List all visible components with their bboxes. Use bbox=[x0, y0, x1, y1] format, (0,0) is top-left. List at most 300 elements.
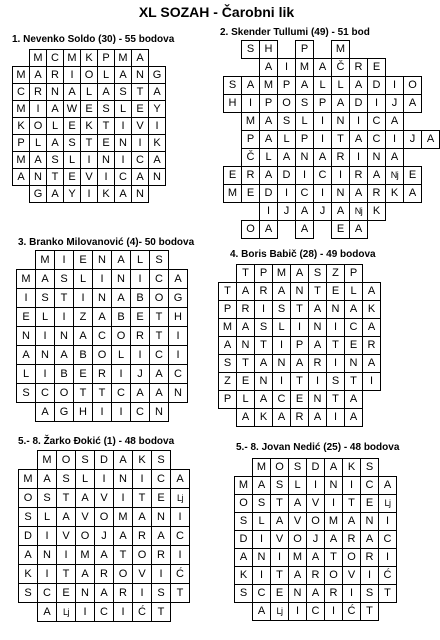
grid-cell: L bbox=[259, 148, 278, 167]
grid-cell: P bbox=[12, 134, 30, 152]
grid-cell: R bbox=[290, 408, 309, 427]
grid-cell: C bbox=[37, 583, 57, 603]
grid-cell: A bbox=[270, 512, 289, 531]
grid-cell: K bbox=[362, 300, 381, 319]
grid-cell: I bbox=[331, 166, 350, 185]
grid-cell: N bbox=[331, 112, 350, 131]
grid-cell: V bbox=[80, 168, 98, 186]
grid-cell: O bbox=[113, 564, 133, 584]
grid-cell: I bbox=[170, 545, 190, 565]
grid-cell: A bbox=[94, 545, 114, 565]
grid-cell: A bbox=[37, 469, 57, 489]
page-title: XL SOZAH - Čarobni lik bbox=[138, 4, 295, 20]
grid-cell: L bbox=[331, 76, 350, 95]
grid-cell: Lj bbox=[170, 488, 190, 508]
grid-cell: N bbox=[288, 584, 307, 603]
grid-cell: A bbox=[421, 130, 440, 149]
grid-cell: E bbox=[344, 336, 363, 355]
grid-cell: A bbox=[259, 58, 278, 77]
grid-cell: N bbox=[37, 545, 57, 565]
grid-cell: N bbox=[75, 583, 95, 603]
grid-cell: J bbox=[313, 202, 332, 221]
grid-cell: N bbox=[295, 148, 314, 167]
grid-cell: T bbox=[97, 117, 115, 135]
grid-cell: I bbox=[170, 507, 190, 527]
grid-cell: V bbox=[131, 117, 149, 135]
grid-cell: A bbox=[252, 476, 271, 495]
grid-cell: A bbox=[331, 94, 350, 113]
grid-cell: A bbox=[349, 220, 368, 239]
grid-cell: I bbox=[313, 130, 332, 149]
grid-cell: I bbox=[324, 602, 343, 621]
grid-cell: H bbox=[73, 402, 93, 422]
puzzle-6-header: 5.- 8. Jovan Nedić (25) - 48 bodova bbox=[236, 442, 400, 453]
grid-cell: C bbox=[367, 112, 386, 131]
grid-cell: C bbox=[367, 130, 386, 149]
grid-cell: A bbox=[385, 148, 404, 167]
grid-cell: A bbox=[73, 326, 93, 346]
grid-cell: P bbox=[218, 390, 237, 409]
grid-cell: I bbox=[259, 202, 278, 221]
grid-cell: A bbox=[46, 134, 64, 152]
grid-cell: L bbox=[111, 345, 131, 365]
grid-cell: A bbox=[148, 151, 166, 169]
grid-cell: E bbox=[73, 250, 93, 270]
grid-cell: S bbox=[218, 354, 237, 373]
grid-cell: C bbox=[306, 602, 325, 621]
grid-cell: I bbox=[306, 476, 325, 495]
grid-cell: A bbox=[295, 220, 314, 239]
grid-cell: L bbox=[344, 282, 363, 301]
grid-cell: S bbox=[272, 300, 291, 319]
grid-cell: I bbox=[94, 469, 114, 489]
grid-cell: A bbox=[254, 390, 273, 409]
grid-cell: A bbox=[29, 66, 47, 84]
puzzle-4-header: 4. Boris Babič (28) - 49 bodova bbox=[230, 249, 376, 260]
grid-cell: A bbox=[362, 354, 381, 373]
grid-cell: A bbox=[170, 469, 190, 489]
grid-cell: C bbox=[170, 526, 190, 546]
grid-cell: M bbox=[75, 545, 95, 565]
grid-cell: A bbox=[306, 548, 325, 567]
grid-cell: G bbox=[148, 66, 166, 84]
grid-cell: T bbox=[254, 336, 273, 355]
grid-cell: T bbox=[324, 548, 343, 567]
grid-cell: M bbox=[16, 269, 36, 289]
grid-cell: R bbox=[130, 326, 150, 346]
grid-cell: B bbox=[73, 345, 93, 365]
grid-cell: Z bbox=[218, 372, 237, 391]
grid-cell: P bbox=[344, 264, 363, 283]
grid-cell: E bbox=[270, 584, 289, 603]
grid-cell: O bbox=[288, 530, 307, 549]
grid-cell: A bbox=[272, 282, 291, 301]
grid-cell: A bbox=[349, 130, 368, 149]
grid-cell: P bbox=[254, 264, 273, 283]
grid-cell: T bbox=[236, 264, 255, 283]
grid-cell: I bbox=[111, 402, 131, 422]
grid-cell: R bbox=[342, 530, 361, 549]
grid-cell: C bbox=[12, 83, 30, 101]
grid-cell: M bbox=[63, 49, 81, 67]
grid-cell: T bbox=[326, 390, 345, 409]
grid-cell: O bbox=[132, 545, 152, 565]
grid-cell: A bbox=[362, 318, 381, 337]
grid-cell: K bbox=[18, 564, 38, 584]
grid-cell: I bbox=[132, 469, 152, 489]
grid-cell: E bbox=[151, 488, 171, 508]
grid-cell: M bbox=[12, 100, 30, 118]
grid-cell: E bbox=[97, 134, 115, 152]
grid-cell: S bbox=[75, 450, 95, 470]
grid-cell: S bbox=[241, 40, 260, 59]
grid-cell: I bbox=[54, 307, 74, 327]
grid-cell: R bbox=[29, 83, 47, 101]
grid-cell: O bbox=[56, 450, 76, 470]
grid-cell: H bbox=[223, 94, 242, 113]
grid-cell: I bbox=[367, 94, 386, 113]
grid-cell: I bbox=[168, 326, 188, 346]
grid-cell: N bbox=[97, 151, 115, 169]
grid-cell: P bbox=[313, 94, 332, 113]
grid-cell: A bbox=[324, 458, 343, 477]
grid-cell: I bbox=[290, 318, 309, 337]
grid-cell: H bbox=[259, 40, 278, 59]
grid-cell: Y bbox=[63, 185, 81, 203]
grid-cell: I bbox=[37, 564, 57, 584]
grid-cell: Č bbox=[331, 58, 350, 77]
grid-cell: J bbox=[306, 530, 325, 549]
grid-cell: P bbox=[241, 130, 260, 149]
grid-cell: E bbox=[73, 364, 93, 384]
grid-cell: N bbox=[168, 383, 188, 403]
grid-cell: A bbox=[114, 185, 132, 203]
grid-cell: T bbox=[290, 372, 309, 391]
grid-cell: I bbox=[326, 354, 345, 373]
grid-cell: I bbox=[151, 564, 171, 584]
grid-cell: S bbox=[151, 450, 171, 470]
grid-cell: C bbox=[378, 530, 397, 549]
grid-cell: E bbox=[80, 100, 98, 118]
grid-cell: N bbox=[308, 318, 327, 337]
grid-cell: E bbox=[56, 583, 76, 603]
grid-cell: T bbox=[92, 383, 112, 403]
grid-cell: N bbox=[131, 185, 149, 203]
grid-cell: Nj bbox=[385, 166, 404, 185]
grid-cell: A bbox=[308, 408, 327, 427]
grid-cell: Č bbox=[241, 148, 260, 167]
grid-cell: I bbox=[73, 288, 93, 308]
grid-cell: C bbox=[35, 383, 55, 403]
grid-cell: O bbox=[80, 66, 98, 84]
grid-cell: I bbox=[35, 326, 55, 346]
grid-cell: S bbox=[46, 151, 64, 169]
grid-cell: V bbox=[132, 564, 152, 584]
grid-cell: V bbox=[270, 530, 289, 549]
grid-cell: P bbox=[259, 94, 278, 113]
grid-cell: M bbox=[295, 58, 314, 77]
grid-cell: O bbox=[149, 288, 169, 308]
grid-cell: A bbox=[331, 202, 350, 221]
grid-cell: S bbox=[234, 512, 253, 531]
grid-cell: D bbox=[349, 94, 368, 113]
grid-cell: I bbox=[130, 269, 150, 289]
grid-cell: S bbox=[360, 458, 379, 477]
puzzle-2-header: 2. Skender Tullumi (49) - 51 bod bbox=[220, 27, 370, 38]
grid-cell: L bbox=[46, 117, 64, 135]
grid-cell: I bbox=[63, 66, 81, 84]
grid-cell: T bbox=[170, 583, 190, 603]
grid-cell: A bbox=[313, 58, 332, 77]
grid-cell: I bbox=[130, 345, 150, 365]
grid-cell: A bbox=[254, 354, 273, 373]
grid-cell: I bbox=[362, 372, 381, 391]
grid-cell: Ć bbox=[132, 602, 152, 622]
grid-cell: Ć bbox=[170, 564, 190, 584]
grid-cell: A bbox=[132, 507, 152, 527]
grid-cell: L bbox=[73, 269, 93, 289]
grid-cell: G bbox=[29, 185, 47, 203]
grid-cell: R bbox=[236, 300, 255, 319]
grid-cell: G bbox=[54, 402, 74, 422]
grid-cell: Z bbox=[326, 264, 345, 283]
grid-cell: A bbox=[367, 166, 386, 185]
grid-cell: A bbox=[236, 282, 255, 301]
grid-cell: O bbox=[111, 326, 131, 346]
grid-cell: R bbox=[46, 66, 64, 84]
grid-cell: L bbox=[288, 476, 307, 495]
grid-cell: O bbox=[241, 220, 260, 239]
grid-cell: N bbox=[29, 168, 47, 186]
grid-cell: P bbox=[295, 130, 314, 149]
grid-cell: A bbox=[236, 408, 255, 427]
grid-cell: I bbox=[111, 364, 131, 384]
grid-cell: N bbox=[344, 354, 363, 373]
grid-cell: K bbox=[234, 566, 253, 585]
grid-cell: P bbox=[218, 300, 237, 319]
grid-cell: A bbox=[324, 530, 343, 549]
grid-cell: I bbox=[252, 566, 271, 585]
grid-cell: I bbox=[148, 117, 166, 135]
grid-cell: R bbox=[132, 526, 152, 546]
grid-cell: R bbox=[362, 336, 381, 355]
grid-cell: I bbox=[56, 545, 76, 565]
grid-cell: S bbox=[151, 583, 171, 603]
grid-cell: M bbox=[12, 66, 30, 84]
grid-cell: M bbox=[114, 49, 132, 67]
grid-cell: R bbox=[241, 166, 260, 185]
grid-cell: A bbox=[259, 166, 278, 185]
grid-cell: E bbox=[63, 168, 81, 186]
grid-cell: N bbox=[252, 548, 271, 567]
grid-cell: C bbox=[272, 390, 291, 409]
grid-cell: A bbox=[63, 83, 81, 101]
grid-cell: N bbox=[92, 288, 112, 308]
grid-cell: M bbox=[29, 49, 47, 67]
grid-cell: I bbox=[35, 364, 55, 384]
grid-cell: S bbox=[288, 458, 307, 477]
grid-cell: T bbox=[132, 488, 152, 508]
grid-cell: D bbox=[234, 530, 253, 549]
grid-cell: M bbox=[37, 450, 57, 470]
grid-cell: I bbox=[378, 512, 397, 531]
grid-cell: A bbox=[362, 282, 381, 301]
grid-cell: A bbox=[277, 148, 296, 167]
grid-cell: V bbox=[94, 488, 114, 508]
grid-cell: E bbox=[290, 390, 309, 409]
grid-cell: I bbox=[54, 250, 74, 270]
grid-cell: D bbox=[306, 458, 325, 477]
grid-cell: D bbox=[367, 76, 386, 95]
grid-cell: O bbox=[18, 488, 38, 508]
grid-cell: L bbox=[97, 66, 115, 84]
grid-cell: G bbox=[168, 288, 188, 308]
grid-cell: R bbox=[331, 148, 350, 167]
grid-cell: E bbox=[236, 372, 255, 391]
grid-cell: K bbox=[367, 202, 386, 221]
grid-cell: N bbox=[236, 336, 255, 355]
grid-cell: A bbox=[35, 402, 55, 422]
grid-cell: S bbox=[149, 250, 169, 270]
grid-cell: C bbox=[131, 151, 149, 169]
grid-cell: I bbox=[114, 151, 132, 169]
grid-cell: P bbox=[277, 76, 296, 95]
grid-cell: T bbox=[344, 372, 363, 391]
grid-cell: S bbox=[56, 469, 76, 489]
grid-cell: O bbox=[403, 76, 422, 95]
grid-cell: A bbox=[272, 408, 291, 427]
grid-cell: K bbox=[254, 408, 273, 427]
grid-cell: I bbox=[288, 602, 307, 621]
grid-cell: S bbox=[326, 372, 345, 391]
grid-cell: N bbox=[367, 148, 386, 167]
grid-cell: I bbox=[114, 117, 132, 135]
grid-cell: I bbox=[295, 166, 314, 185]
grid-cell: A bbox=[75, 488, 95, 508]
grid-cell: I bbox=[113, 602, 133, 622]
grid-cell: O bbox=[234, 494, 253, 513]
grid-cell: N bbox=[308, 390, 327, 409]
grid-cell: I bbox=[252, 530, 271, 549]
grid-cell: I bbox=[270, 548, 289, 567]
grid-cell: S bbox=[308, 264, 327, 283]
grid-cell: N bbox=[111, 269, 131, 289]
grid-cell: B bbox=[130, 288, 150, 308]
grid-cell: C bbox=[149, 345, 169, 365]
grid-cell: I bbox=[277, 184, 296, 203]
grid-cell: S bbox=[35, 288, 55, 308]
grid-cell: M bbox=[234, 476, 253, 495]
grid-cell: I bbox=[168, 345, 188, 365]
grid-cell: N bbox=[326, 300, 345, 319]
grid-cell: I bbox=[254, 300, 273, 319]
grid-cell: L bbox=[29, 134, 47, 152]
grid-cell: I bbox=[92, 269, 112, 289]
grid-cell: A bbox=[131, 49, 149, 67]
grid-cell: A bbox=[234, 548, 253, 567]
grid-cell: O bbox=[75, 526, 95, 546]
grid-cell: E bbox=[326, 282, 345, 301]
grid-cell: V bbox=[56, 526, 76, 546]
grid-cell: O bbox=[306, 512, 325, 531]
grid-cell: I bbox=[378, 548, 397, 567]
grid-cell: T bbox=[270, 566, 289, 585]
grid-cell: R bbox=[254, 282, 273, 301]
grid-cell: J bbox=[385, 94, 404, 113]
grid-cell: N bbox=[16, 326, 36, 346]
grid-cell: T bbox=[80, 134, 98, 152]
grid-cell: K bbox=[132, 450, 152, 470]
grid-cell: R bbox=[308, 354, 327, 373]
grid-cell: S bbox=[16, 383, 36, 403]
grid-cell: Lj bbox=[270, 602, 289, 621]
grid-cell: A bbox=[148, 83, 166, 101]
grid-cell: R bbox=[92, 364, 112, 384]
grid-cell: A bbox=[295, 202, 314, 221]
grid-cell: A bbox=[16, 345, 36, 365]
grid-cell: C bbox=[92, 326, 112, 346]
grid-cell: V bbox=[75, 507, 95, 527]
grid-cell: S bbox=[223, 76, 242, 95]
grid-cell: A bbox=[113, 450, 133, 470]
grid-cell: I bbox=[241, 94, 260, 113]
grid-cell: A bbox=[111, 288, 131, 308]
grid-cell: R bbox=[113, 583, 133, 603]
grid-cell: A bbox=[241, 76, 260, 95]
grid-cell: T bbox=[308, 282, 327, 301]
grid-cell: C bbox=[114, 168, 132, 186]
grid-cell: J bbox=[94, 526, 114, 546]
grid-cell: A bbox=[149, 364, 169, 384]
grid-cell: M bbox=[272, 264, 291, 283]
grid-cell: T bbox=[56, 488, 76, 508]
grid-cell: N bbox=[35, 345, 55, 365]
grid-cell: A bbox=[344, 300, 363, 319]
grid-cell: M bbox=[259, 76, 278, 95]
grid-cell: M bbox=[35, 250, 55, 270]
grid-cell: A bbox=[360, 530, 379, 549]
grid-cell: A bbox=[378, 476, 397, 495]
grid-cell: T bbox=[46, 168, 64, 186]
grid-cell: P bbox=[290, 336, 309, 355]
grid-cell: K bbox=[12, 117, 30, 135]
grid-cell: O bbox=[270, 458, 289, 477]
grid-cell: C bbox=[94, 602, 114, 622]
grid-cell: A bbox=[344, 408, 363, 427]
grid-cell: M bbox=[113, 507, 133, 527]
grid-cell: I bbox=[342, 584, 361, 603]
grid-cell: A bbox=[308, 336, 327, 355]
grid-cell: A bbox=[344, 390, 363, 409]
grid-cell: A bbox=[54, 345, 74, 365]
grid-cell: A bbox=[342, 512, 361, 531]
grid-cell: T bbox=[113, 545, 133, 565]
grid-cell: T bbox=[290, 300, 309, 319]
grid-cell: I bbox=[385, 76, 404, 95]
grid-cell: C bbox=[252, 584, 271, 603]
grid-cell: V bbox=[288, 512, 307, 531]
grid-cell: I bbox=[313, 184, 332, 203]
grid-cell: R bbox=[367, 184, 386, 203]
grid-cell: N bbox=[148, 168, 166, 186]
grid-cell: A bbox=[385, 112, 404, 131]
grid-cell: M bbox=[223, 184, 242, 203]
grid-cell: T bbox=[149, 326, 169, 346]
grid-cell: O bbox=[342, 548, 361, 567]
grid-cell: A bbox=[349, 76, 368, 95]
grid-cell: D bbox=[259, 184, 278, 203]
grid-cell: N bbox=[331, 184, 350, 203]
